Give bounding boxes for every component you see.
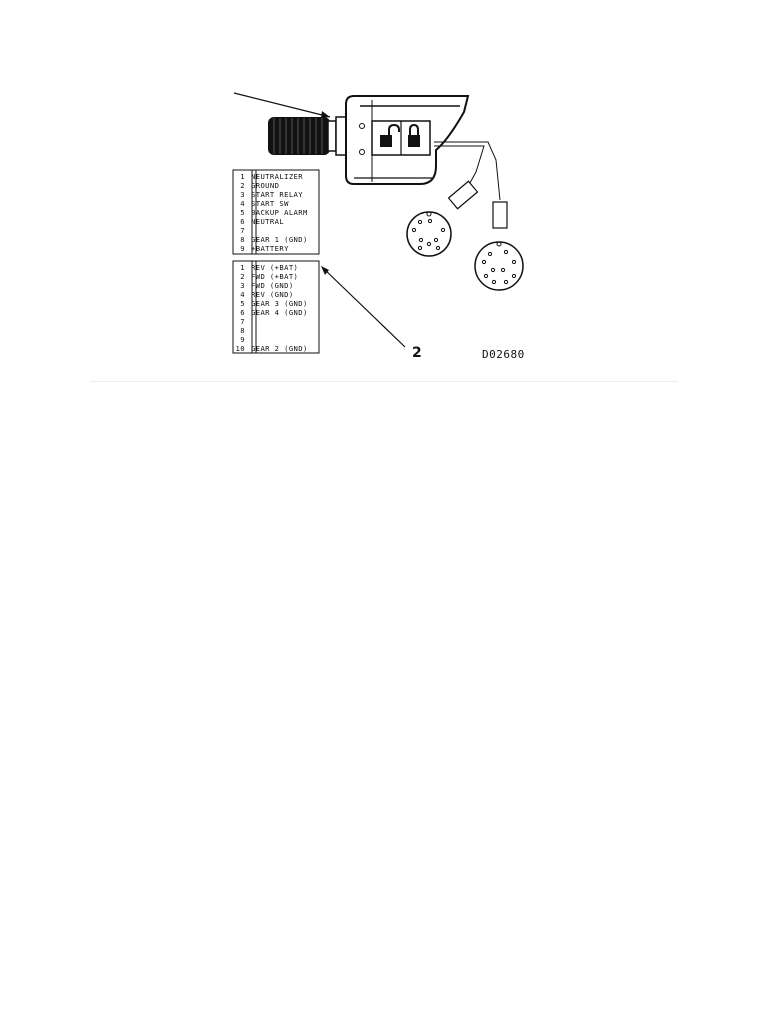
pin-number: 10 — [235, 344, 245, 353]
pin-label: FWD (GND) — [251, 281, 294, 290]
pin-label: GROUND — [251, 181, 280, 190]
pin-number: 9 — [240, 335, 245, 344]
pin-label: REV (+BAT) — [251, 263, 299, 272]
pin-label: GEAR 3 (GND) — [251, 299, 308, 308]
pin-label: NEUTRAL — [251, 217, 285, 226]
pin-number: 3 — [240, 281, 245, 290]
leader-arrowhead-2 — [321, 266, 329, 275]
connector-face-a-icon — [407, 212, 451, 256]
pin-label: FWD (+BAT) — [251, 272, 299, 281]
pin-number: 7 — [240, 226, 245, 235]
connector-plug-a-icon — [449, 181, 478, 208]
pin-number: 5 — [240, 299, 245, 308]
pin-label: GEAR 2 (GND) — [251, 344, 308, 353]
pin-label: START RELAY — [251, 190, 303, 199]
pin-number: 5 — [240, 208, 245, 217]
pin-label: NEUTRALIZER — [251, 172, 303, 181]
pin-number: 6 — [240, 217, 245, 226]
leader-arrowhead-1 — [321, 111, 330, 118]
pin-number: 7 — [240, 317, 245, 326]
pin-label: GEAR 4 (GND) — [251, 308, 308, 317]
leader-line-1 — [234, 93, 330, 117]
callout-number: 2 — [412, 345, 422, 361]
pin-label: GEAR 1 (GND) — [251, 235, 308, 244]
pin-label: START SW — [251, 199, 289, 208]
pin-number: 4 — [240, 290, 245, 299]
pin-number: 3 — [240, 190, 245, 199]
pin-number: 9 — [240, 244, 245, 253]
pin-number: 1 — [240, 263, 245, 272]
pin-number: 1 — [240, 172, 245, 181]
pin-label: REV (GND) — [251, 290, 294, 299]
pin-number: 8 — [240, 235, 245, 244]
pin-number: 2 — [240, 181, 245, 190]
knurled-knob-icon — [268, 117, 330, 155]
figure-id: D02680 — [482, 348, 525, 361]
connector-face-b-icon — [475, 242, 523, 290]
pin-number: 6 — [240, 308, 245, 317]
page-divider — [90, 381, 678, 382]
pin-number: 2 — [240, 272, 245, 281]
pin-label: BACKUP ALARM — [251, 208, 308, 217]
connector-plug-b-icon — [493, 202, 507, 228]
leader-line-2 — [322, 267, 405, 347]
pin-label: +BATTERY — [251, 244, 289, 253]
pin-number: 8 — [240, 326, 245, 335]
pin-number: 4 — [240, 199, 245, 208]
